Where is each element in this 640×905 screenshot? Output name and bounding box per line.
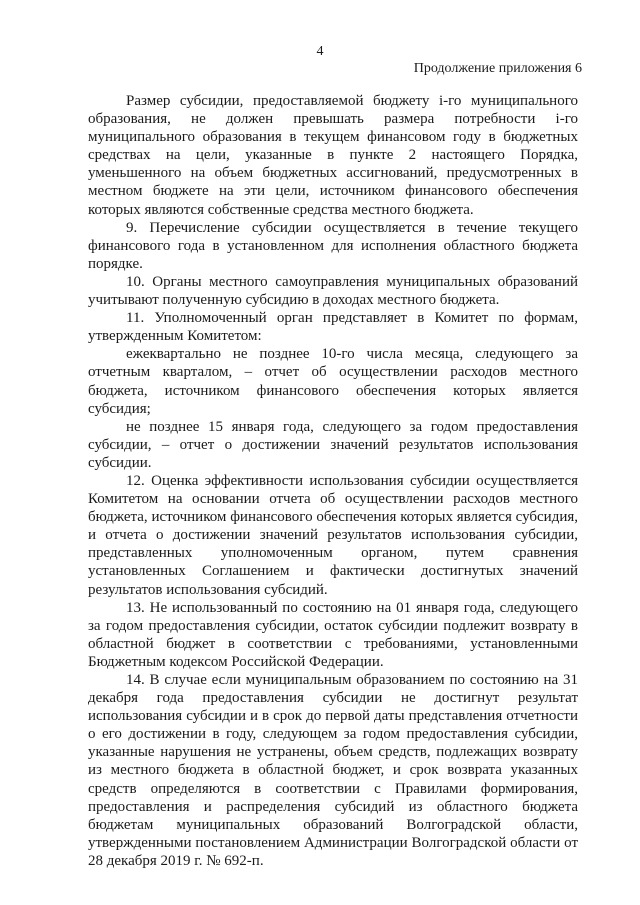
paragraph-11-quarterly: ежеквартально не позднее 10-го числа месяца, следующего за отчетным кварталом, – отчет об осуществлении расходов местного бюджета, источником финансового обеспечения которых является субсидия; xyxy=(88,346,578,417)
document-body xyxy=(88,92,578,870)
page-number: 4 xyxy=(316,44,324,59)
paragraph-9: 9. Перечисление субсидии осуществляется в течение текущего финансового года в установленном для исполнения областного бюджета порядке. xyxy=(88,219,578,272)
paragraph-11: 11. Уполномоченный орган представляет в Комитет по формам, утвержденным Комитетом: xyxy=(88,310,578,345)
appendix-continuation-note: Продолжение приложения 6 xyxy=(413,61,582,76)
paragraph-10: 10. Органы местного самоуправления муниципальных образований учитывают полученную субсидию в доходах местного бюджета. xyxy=(88,273,578,309)
paragraph-subsidy-size: Размер субсидии, предоставляемой бюджету i-го муниципального образования, не должен превышать размера потребности i-го муниципального образования в текущем финансовом году в бюджетных средствах на цели, указанные в пункте 2 настоящего Порядка, уменьшенного на объем бюджетных ассигнований, предусмотренных в местном бюджете на эти цели, источником финансового обеспечения которых являются собственные средства местного бюджета. xyxy=(88,93,578,218)
paragraph-12: 12. Оценка эффективности использования субсидии осуществляется Комитетом на основании отчета об осуществлении расходов местного бюджета, источником финансового обеспечения которых является субсидия, и отчета о достижении значений результатов использования субсидии, представленных уполномоченным органом, путем сравнения установленных Соглашением и фактически достигнутых значений результатов использования субсидий. xyxy=(88,472,578,598)
paragraph-11-annual: не позднее 15 января года, следующего за годом предоставления субсидии, – отчет о достижении значений результатов использования субсидии. xyxy=(88,418,578,471)
paragraph-13: 13. Не использованный по состоянию на 01 января года, следующего за годом предоставления субсидии, остаток субсидии подлежит возврату в областной бюджет в соответствии с требованиями, установленными Бюджетным кодексом Российской Федерации. xyxy=(88,599,578,670)
paragraph-14: 14. В случае если муниципальным образованием по состоянию на 31 декабря года предоставления субсидии не достигнут результат использования субсидии и в срок до первой даты представления отчетности о его достижении в году, следующем за годом предоставления субсидии, указанные нарушения не устранены, объем средств, подлежащих возврату из местного бюджета в областной бюджет, и срок возврата указанных средств определяются в соответствии с Правилами формирования, предоставления и распределения субсидий из областного бюджета бюджетам муниципальных образований Волгоградской области, утвержденными постановлением Администрации Волгоградской области от 28 декабря 2019 г. № 692-п. xyxy=(88,672,578,869)
